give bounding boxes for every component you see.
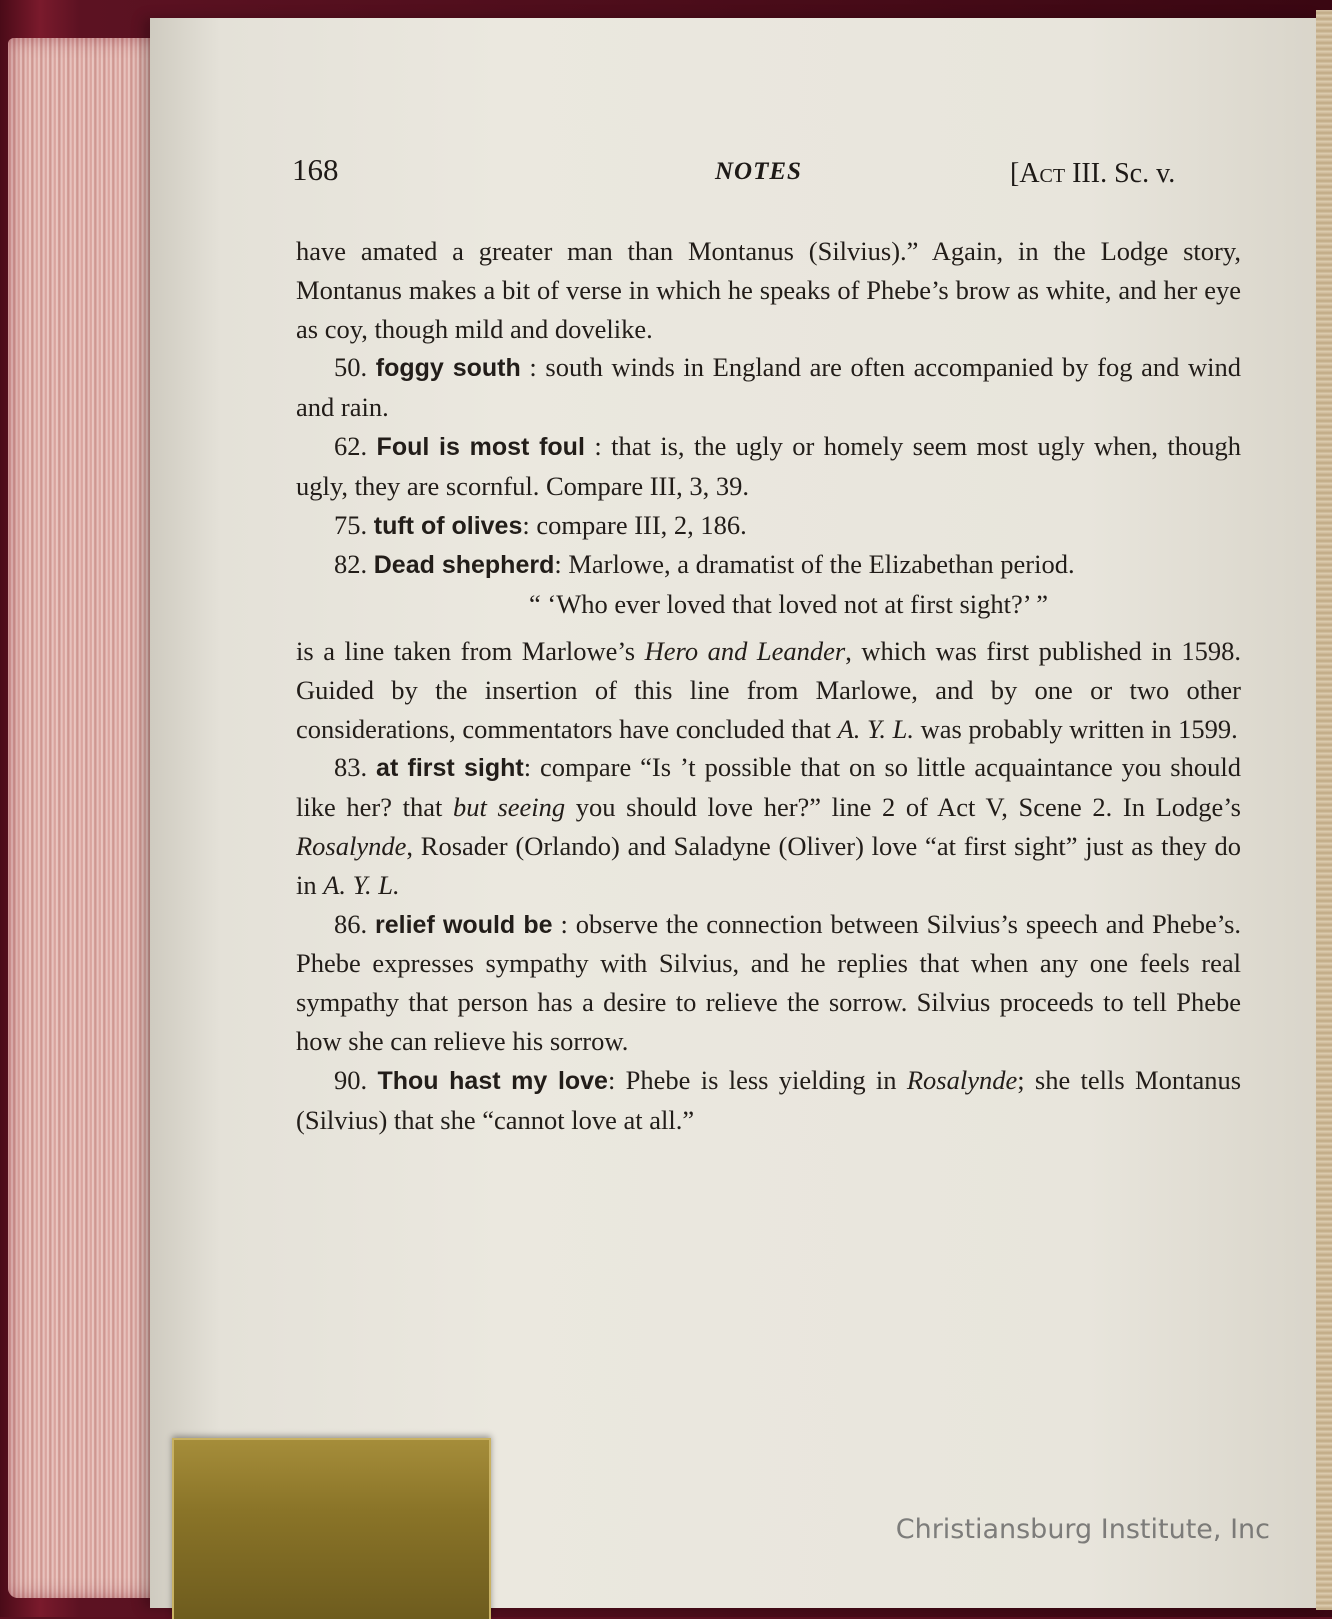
intro-paragraph: have amated a greater man than Montanus (Silvius).” Again, in the Lodge story, Montanus makes a bit of verse in which he speaks of Phebe’s brow as white, and her eye as coy, though mild and dovelike. xyxy=(296,236,1241,344)
watermark: Christiansburg Institute, Inc xyxy=(895,1514,1270,1545)
section-reference: [Act III. Sc. v. xyxy=(1010,158,1176,189)
lemma: at first sight xyxy=(376,754,524,783)
abbrev-title: A. Y. L. xyxy=(323,869,400,900)
quotation: “ ‘Who ever loved that loved not at first sight?’ ” xyxy=(528,589,1049,620)
lemma: Dead shepherd xyxy=(373,551,555,580)
notes-body xyxy=(296,232,1241,1139)
note-82-continued: is a line taken from Marlowe’s Hero and Leander, which was first published in 1598. Guided by the insertion of this line from Marlowe, and by one or two other considerations, commentators have concluded that A. Y. L. was probably written in 1599. xyxy=(296,635,1241,744)
emphasis: but seeing xyxy=(452,792,566,823)
right-page-edges xyxy=(1316,10,1332,1610)
work-title: Rosalynde xyxy=(296,830,407,861)
abbrev-title: A. Y. L. xyxy=(837,713,914,744)
note-86: 86. relief would be : observe the connection between Silvius’s speech and Phebe’s. Phebe expresses sympathy with Silvius, and he replies that when any one feels real sympathy that person has a desire to relieve the sorrow. Silvius proceeds to tell Phebe how she can relieve his sorrow. xyxy=(296,908,1242,1056)
lemma: Foul is most foul xyxy=(376,432,585,461)
work-title: Hero and Leander xyxy=(644,635,846,666)
lemma: relief would be xyxy=(375,910,553,939)
lemma: Thou hast my love xyxy=(377,1066,608,1095)
note-83: 83. at first sight: compare “Is ’t possible that on so little acquaintance you should like her? that but seeing you should love her?” line 2 of Act V, Scene 2. In Lodge’s Rosalynde, Rosader (Orlando) and Saladyne (Oliver) love “at first sight” just as they do in A. Y. L. xyxy=(296,752,1241,900)
work-title: Rosalynde xyxy=(906,1064,1018,1095)
note-75: 75. tuft of olives: compare III, 2, 186. xyxy=(334,509,747,540)
lemma: tuft of olives xyxy=(373,511,523,540)
running-title: NOTES xyxy=(715,158,802,185)
page-header xyxy=(0,152,1332,192)
lemma: foggy south xyxy=(375,354,521,383)
page-number: 168 xyxy=(292,152,339,187)
note-50: 50. foggy south : south winds in England are often accompanied by fog and wind and rain. xyxy=(296,352,1241,423)
note-90: 90. Thou hast my love: Phebe is less yielding in Rosalynde; she tells Montanus (Silvius) that she “cannot love at all.” xyxy=(296,1064,1242,1135)
bookmark-ribbon xyxy=(172,1438,491,1619)
note-82: 82. Dead shepherd: Marlowe, a dramatist of the Elizabethan period. xyxy=(334,549,1075,580)
note-62: 62. Foul is most foul : that is, the ugly or homely seem most ugly when, though ugly, they are scornful. Compare III, 3, 39. xyxy=(296,430,1242,501)
